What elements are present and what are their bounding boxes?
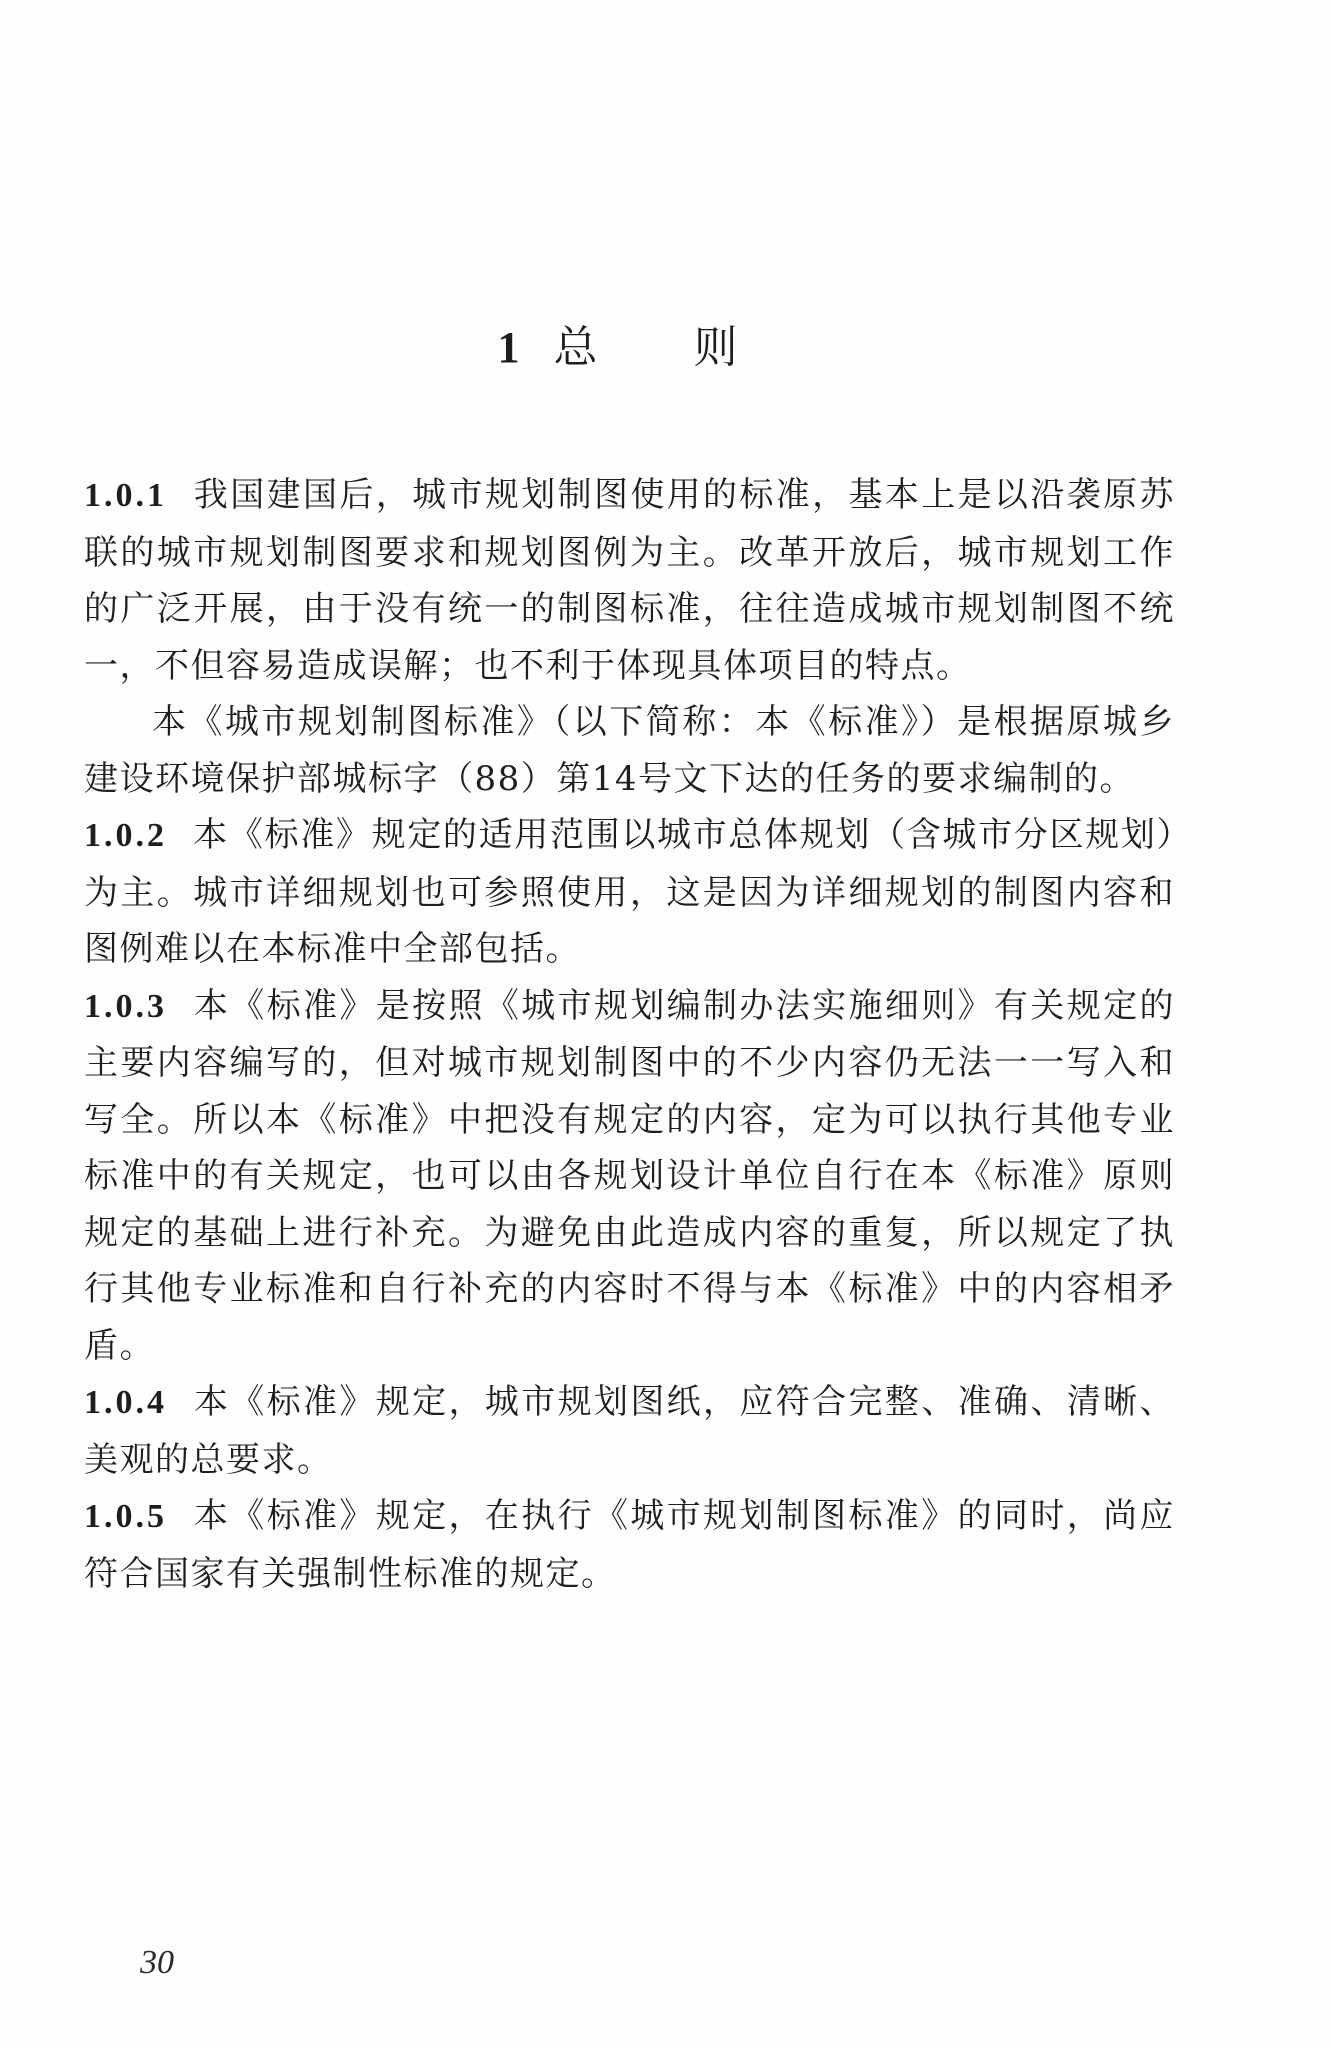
clause-number: 1.0.3 (84, 987, 167, 1025)
clause-number: 1.0.5 (84, 1498, 167, 1535)
clause-text: 本《标准》规定，城市规划图纸，应符合完整、准确、清晰、美观的总要求。 (84, 1382, 1175, 1480)
page-number: 30 (140, 1944, 174, 1981)
chapter-number: 1 (497, 323, 520, 372)
clause-1-0-1-continuation: 本《城市规划制图标准》（以下简称：本《标准》）是根据原城乡建设环境保护部城标字（88）第14号文下达的任务的要求编制的。 (84, 702, 1175, 799)
clause-1-0-3 (84, 978, 1175, 1375)
clause-number: 1.0.1 (84, 477, 167, 514)
chapter-title-text: 总则 (553, 322, 834, 373)
clause-text: 我国建国后，城市规划制图使用的标准，基本上是以沿袭原苏联的城市规划制图要求和规划图例为主。改革开放后，城市规划工作的广泛开展，由于没有统一的制图标准，往往造成城市规划制图不统一，不但容易造成误解；也不利于体现具体项目的特点。 (84, 475, 1175, 686)
chapter-body (84, 467, 1175, 1602)
clause-number: 1.0.4 (84, 1384, 167, 1421)
clause-text: 本《标准》规定的适用范围以城市总体规划（含城市分区规划）为主。城市详细规划也可参照使用，这是因为详细规划的制图内容和图例难以在本标准中全部包括。 (84, 815, 1175, 969)
clause-1-0-1 (84, 467, 1175, 694)
clause-number: 1.0.2 (84, 817, 167, 854)
clause-1-0-5 (84, 1488, 1175, 1602)
clause-text: 本《标准》规定，在执行《城市规划制图标准》的同时，尚应符合国家有关强制性标准的规定。 (84, 1496, 1175, 1594)
clause-1-0-4 (84, 1374, 1175, 1488)
clause-text: 本《标准》是按照《城市规划编制办法实施细则》有关规定的主要内容编写的，但对城市规划制图中的不少内容仍无法一一写入和写全。所以本《标准》中把没有规定的内容，定为可以执行其他专业标准中的有关规定，也可以由各规划设计单位自行在本《标准》原则规定的基础上进行补充。为避免由此造成内容的重复，所以规定了执行其他专业标准和自行补充的内容时不得与本《标准》中的内容相矛盾。 (84, 985, 1175, 1366)
chapter-heading (0, 318, 1331, 378)
clause-1-0-2 (84, 807, 1175, 978)
